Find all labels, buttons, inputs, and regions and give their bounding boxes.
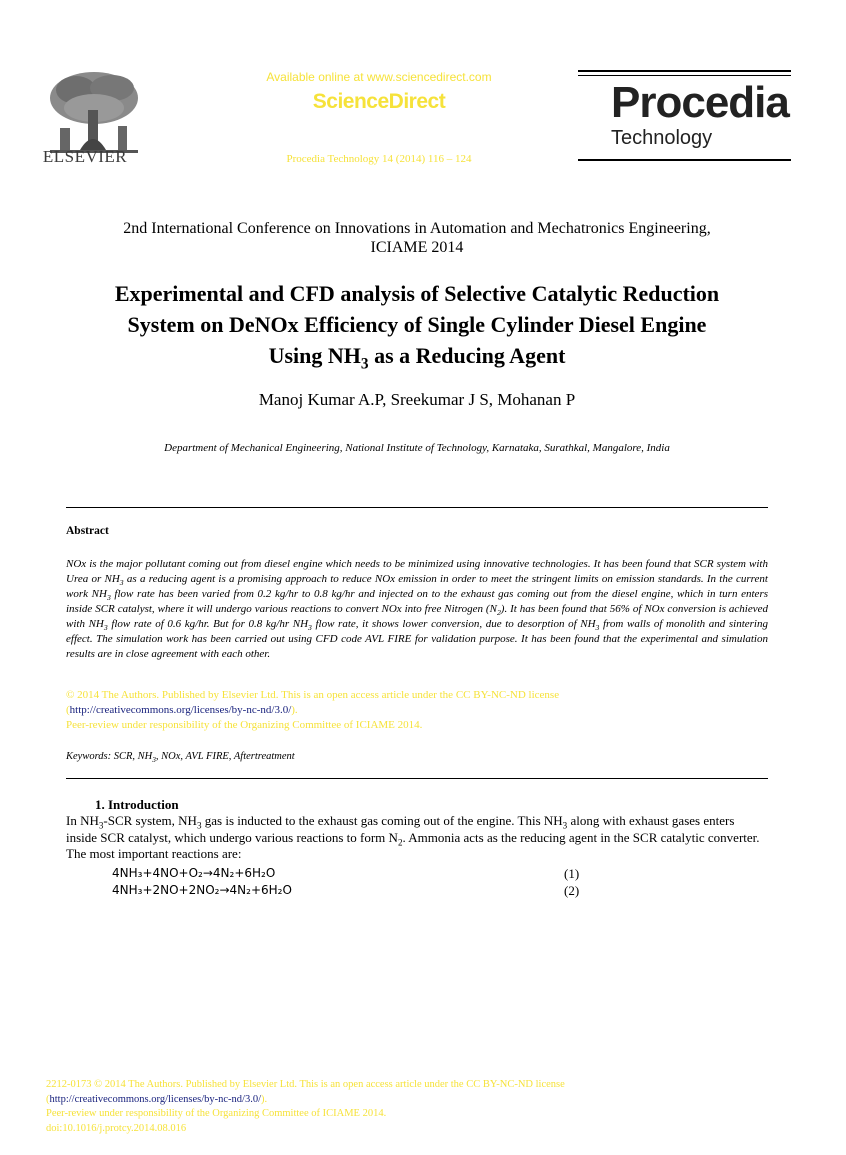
journal-name-logo: Procedia: [611, 78, 789, 127]
conference-line-2: ICIAME 2014: [370, 239, 464, 256]
title-text: as a Reducing Agent: [368, 343, 566, 368]
subscript: 3: [152, 755, 156, 765]
equation-number-1: (1): [564, 866, 580, 881]
subscript: 3: [103, 623, 108, 633]
equation-2: 4NH₃+2NO+2NO₂→4N₂+6H₂O: [112, 883, 292, 897]
abstract-text: NOx is the major pollutant coming out from diesel engine which needs to be minimized using innovative technologies. It has been found that SCR system with Urea or NH: [66, 558, 768, 585]
footer-license-link[interactable]: http://creativecommons.org/licenses/by-nc-nd/3.0/: [49, 1093, 262, 1105]
paper-title: [60, 278, 774, 371]
equation-1: 4NH₃+4NO+O₂→4N₂+6H₂O: [112, 866, 276, 880]
body-text: In NH: [66, 813, 99, 828]
title-subscript: 3: [360, 355, 369, 373]
keywords-text: Keywords: SCR, NH: [66, 751, 153, 762]
license-line: © 2014 The Authors. Published by Elsevier Ltd. This is an open access article under the CC BY-NC-ND license: [66, 689, 560, 701]
abstract-top-rule: [66, 507, 768, 508]
subscript: 2: [496, 608, 501, 618]
subscript: 3: [98, 820, 104, 831]
subscript: 3: [196, 820, 202, 831]
license-link[interactable]: http://creativecommons.org/licenses/by-nc-nd/3.0/: [69, 704, 292, 716]
journal-rule-bottom: [578, 159, 791, 161]
body-text: gas is inducted to the exhaust gas coming out of the engine. This NH: [201, 813, 563, 828]
abstract-text: ). It has been found that 56% of NOx conversion is achieved with NH: [66, 603, 768, 630]
footer-link-line: [46, 1093, 746, 1108]
affiliation: Department of Mechanical Engineering, National Institute of Technology, Karnataka, Surathkal, Mangalore, India: [164, 442, 670, 454]
journal-rule-top-thin: [578, 75, 791, 76]
subscript: 3: [106, 593, 111, 603]
body-text: along with exhaust gases enters inside SCR catalyst, which undergo various reactions to form N: [66, 813, 735, 845]
footer-notice: [46, 1078, 746, 1136]
paren-open: (: [46, 1093, 50, 1105]
body-text: . Ammonia acts as the reducing agent in the SCR catalytic converter. The most important reactions are:: [66, 829, 760, 861]
subscript: 3: [562, 820, 568, 831]
abstract-text: from walls of monolith and sintering effect. The simulation work has been carried out using CFD code AVL FIRE for validation purpose. It has been found that the experimental and simulation results are in close agreement with each other.: [66, 618, 768, 660]
author-list: Manoj Kumar A.P, Sreekumar J S, Mohanan P: [258, 390, 576, 409]
section-heading-introduction: 1. Introduction: [95, 797, 179, 812]
introduction-body: [66, 813, 768, 863]
title-text: Using NH: [268, 343, 361, 368]
available-online-text[interactable]: Available online at www.sciencedirect.com: [266, 70, 492, 84]
abstract-body: [66, 557, 768, 662]
title-line-2: System on DeNOx Efficiency of Single Cylinder Diesel Engine: [127, 312, 707, 337]
abstract-text: flow rate has been varied from 0.2 kg/hr to 0.8 kg/hr and injected on to the exhaust gas coming out from the diesel engine, which in turn enters inside SCR catalyst, where it will undergo various reactions to convert NOx into free Nitrogen (N: [66, 588, 768, 615]
sciencedirect-logo: ScienceDirect: [312, 90, 446, 113]
conference-name: [60, 219, 774, 257]
title-line-3: [60, 340, 774, 371]
peer-review-note: Peer-review under responsibility of the Organizing Committee of ICIAME 2014.: [66, 719, 423, 731]
subscript: 2: [397, 837, 403, 848]
paren-close: ).: [261, 1093, 268, 1105]
footer-doi[interactable]: doi:10.1016/j.protcy.2014.08.016: [46, 1122, 187, 1134]
subscript: 3: [308, 623, 312, 633]
equation-number-2: (2): [564, 883, 580, 898]
abstract-text: as a reducing agent is a promising approach to reduce NOx emission in order to meet the stringent limits on emission standards. In the current work NH: [66, 573, 768, 600]
conference-line-1: 2nd International Conference on Innovations in Automation and Mechatronics Engineering,: [123, 220, 711, 237]
journal-rule-top: [578, 70, 791, 72]
title-line-1: Experimental and CFD analysis of Selective Catalytic Reduction: [114, 281, 720, 306]
journal-subtitle-logo: Technology: [611, 127, 713, 149]
keywords-text: , NOx, AVL FIRE, Aftertreatment: [155, 751, 295, 762]
paren-open: (: [66, 704, 70, 716]
license-notice: [66, 688, 768, 733]
subscript: 3: [119, 578, 124, 588]
footer-peer-review: Peer-review under responsibility of the Organizing Committee of ICIAME 2014.: [46, 1108, 387, 1119]
license-link-line: [66, 703, 768, 718]
keywords: [66, 751, 295, 765]
abstract-heading: Abstract: [66, 525, 109, 537]
journal-citation: Procedia Technology 14 (2014) 116 – 124: [286, 153, 472, 165]
abstract-bottom-rule: [66, 778, 768, 779]
subscript: 3: [595, 623, 600, 633]
abstract-text: flow rate, it shows lower conversion, due to desorption of NH: [311, 618, 596, 630]
body-text: -SCR system, NH: [103, 813, 197, 828]
footer-license-line: 2212-0173 © 2014 The Authors. Published by Elsevier Ltd. This is an open access article under the CC BY-NC-ND license: [46, 1079, 565, 1090]
elsevier-wordmark: ELSEVIER: [42, 147, 128, 166]
abstract-text: flow rate of 0.6 kg/hr. But for 0.8 kg/hr NH: [107, 618, 309, 630]
paren-close: ).: [291, 704, 298, 716]
